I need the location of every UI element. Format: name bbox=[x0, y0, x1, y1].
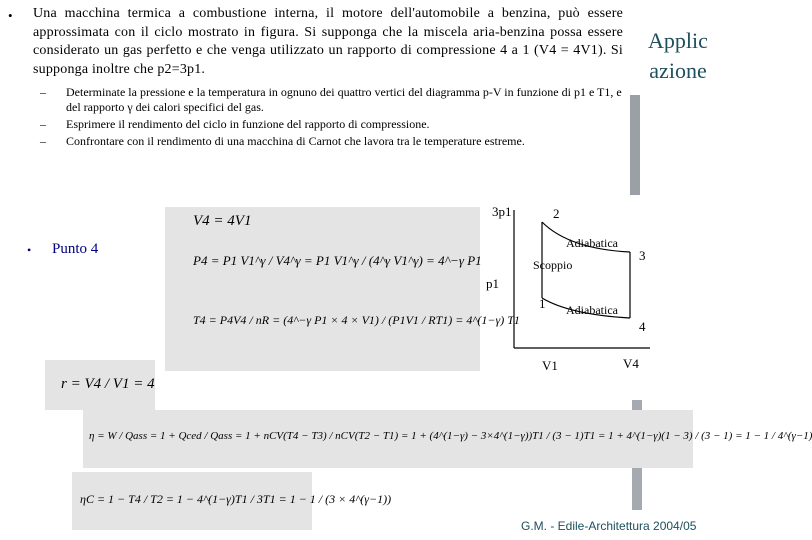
pv-diagram bbox=[480, 200, 660, 380]
formula-eta-carnot: ηC = 1 − T4 / T2 = 1 − 4^(1−γ)T1 / 3T1 = 1 − 1 / (3 × 4^(γ−1)) bbox=[80, 492, 392, 506]
vertex-4: 4 bbox=[639, 319, 646, 334]
task-item bbox=[40, 85, 625, 115]
formula-eta: η = W / Qass = 1 + Qced / Qass = 1 + nCV(T4 − T3) / nCV(T2 − T1) = 1 + (4^(1−γ) − 3×4^(1−γ))T1 / (3 − 1)T1 = 1 + 4^(1−γ)(1 − 3) / (3 − 1) = 1 − 1 / 4^(γ−1) bbox=[89, 430, 812, 442]
vertex-2: 2 bbox=[553, 206, 560, 221]
task-dash: – bbox=[40, 85, 46, 99]
decorative-strip-top bbox=[630, 95, 640, 195]
vertex-3: 3 bbox=[639, 248, 646, 263]
intro-bullet: • bbox=[8, 8, 13, 23]
pv-diagram-svg bbox=[480, 200, 660, 380]
label-upper-adiabatic: Adiabatica bbox=[566, 236, 618, 250]
task-dash: – bbox=[40, 117, 46, 131]
punto-bullet: • bbox=[27, 243, 32, 257]
label-lower-adiabatic: Adiabatica bbox=[566, 303, 618, 317]
formula-box-carnot bbox=[72, 472, 392, 530]
footer-credit: G.M. - Edile-Architettura 2004/05 bbox=[521, 519, 697, 533]
label-p1: p1 bbox=[486, 276, 499, 291]
task-list bbox=[40, 85, 625, 151]
task-dash: – bbox=[40, 134, 46, 148]
label-v1: V1 bbox=[542, 358, 558, 373]
task-text: Determinate la pressione e la temperatura in ognuno dei quattro vertici del diagramma p-V in funzione di p1 e T1, e del rapporto γ dei calori specifici del gas. bbox=[66, 85, 622, 114]
task-text: Confrontare con il rendimento di una macchina di Carnot che lavora tra le temperature estreme. bbox=[66, 134, 525, 148]
task-text: Esprimere il rendimento del ciclo in funzione del rapporto di compressione. bbox=[66, 117, 430, 131]
task-item bbox=[40, 134, 625, 149]
side-title: Applic azione bbox=[648, 28, 708, 83]
formula-box-ratio bbox=[45, 360, 155, 410]
formula-t4: T4 = P4V4 / nR = (4^−γ P1 × 4 × V1) / (P1V1 / RT1) = 4^(1−γ) T1 bbox=[193, 313, 520, 327]
intro-text: Una macchina termica a combustione interna, il motore dell'automobile a benzina, può essere approssimata con il ciclo mostrato in figura. Si supponga che la miscela aria-benzina possa essere considerato un gas perfetto e che venga utilizzato un rapporto di compressione 4 a 1 (V4 = 4V1). Si supponga inoltre che p2=3p1. bbox=[33, 6, 623, 77]
punto-label: Punto 4 bbox=[52, 241, 99, 257]
formula-r: r = V4 / V1 = 4 bbox=[61, 376, 155, 392]
label-3p1: 3p1 bbox=[492, 204, 512, 219]
formula-box-efficiency bbox=[83, 410, 812, 468]
label-v4: V4 bbox=[623, 356, 639, 371]
formula-v4: V4 = 4V1 bbox=[193, 213, 252, 229]
task-item bbox=[40, 117, 625, 132]
intro-paragraph bbox=[33, 5, 623, 79]
label-scoppio: Scoppio bbox=[533, 258, 573, 272]
vertex-1: 1 bbox=[539, 296, 546, 311]
formula-p4: P4 = P1 V1^γ / V4^γ = P1 V1^γ / (4^γ V1^γ) = 4^−γ P1 bbox=[193, 253, 482, 268]
